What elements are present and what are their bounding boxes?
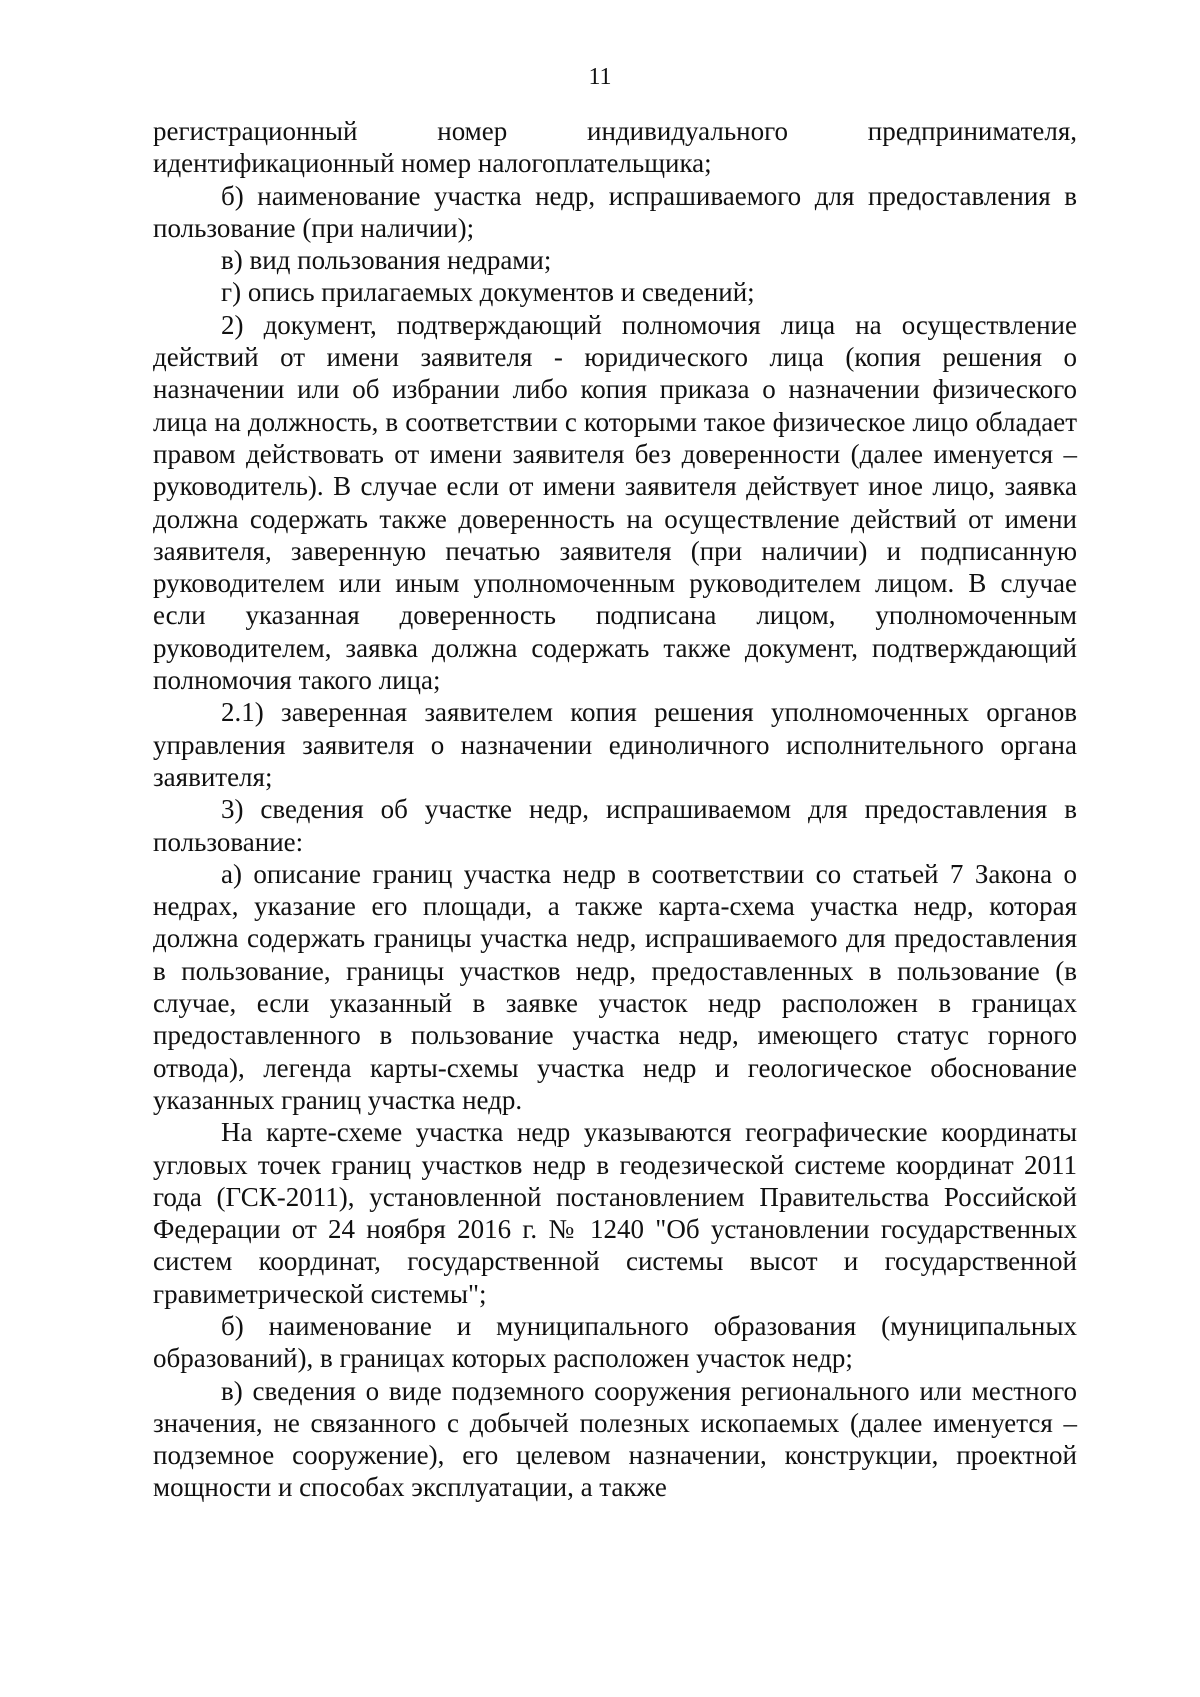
- paragraph-item-2-1: 2.1) заверенная заявителем копия решения уполномоченных органов управления заявителя о назначении единоличного исполнительного органа заявителя;: [153, 697, 1077, 792]
- paragraph-item-3: 3) сведения об участке недр, испрашиваемом для предоставления в пользование:: [153, 794, 1077, 857]
- paragraph-continuation: регистрационный номер индивидуального предпринимателя, идентификационный номер налогоплательщика;: [153, 116, 1077, 179]
- paragraph-item-v: в) вид пользования недрами;: [221, 245, 552, 276]
- paragraph-item-g: г) опись прилагаемых документов и сведений;: [221, 277, 755, 308]
- paragraph-item-3-a: а) описание границ участка недр в соответствии со статьей 7 Закона о недрах, указание его площади, а также карта-схема участка недр, которая должна содержать границы участка недр, испрашиваемого для предоставления в пользование, границы участков недр, предоставленных в пользование (в случае, если указанный в заявке участок недр расположен в границах предоставленного в пользование участка недр, имеющего статус горного отвода), легенда карты-схемы участка недр и геологическое обоснование указанных границ участка недр.: [153, 858, 1077, 1115]
- paragraph-item-3-b: б) наименование и муниципального образования (муниципальных образований), в границах которых расположен участок недр;: [153, 1310, 1077, 1374]
- document-body: [153, 115, 1077, 1504]
- paragraph-item-2: 2) документ, подтверждающий полномочия лица на осуществление действий от имени заявителя - юридического лица (копия решения о назначении или об избрании либо копия приказа о назначении физического лица на должность, в соответствии с которыми такое физическое лицо обладает правом действовать от имени заявителя без доверенности (далее именуется – руководитель). В случае если от имени заявителя действует иное лицо, заявка должна содержать также доверенность на осуществление действий от имени заявителя, заверенную печатью заявителя (при наличии) и подписанную руководителем или иным уполномоченным руководителем лицом. В случае если указанная доверенность подписана лицом, уполномоченным руководителем, заявка должна содержать также документ, подтверждающий полномочия такого лица;: [153, 309, 1077, 696]
- page-number: 11: [588, 64, 612, 90]
- paragraph-item-b: б) наименование участка недр, испрашиваемого для предоставления в пользование (при наличии);: [153, 180, 1077, 243]
- paragraph-item-3-v: в) сведения о виде подземного сооружения регионального или местного значения, не связанного с добычей полезных ископаемых (далее именуется – подземное сооружение), его целевом назначении, конструкции, проектной мощности и способах эксплуатации, а также: [153, 1375, 1077, 1503]
- paragraph-map-coordinates: На карте-схеме участка недр указываются географические координаты угловых точек границ участков недр в геодезической системе координат 2011 года (ГСК-2011), установленной постановлением Правительства Российской Федерации от 24 ноября 2016 г. № 1240 "Об установлении государственных систем координат, государственной системы высот и государственной гравиметрической системы";: [153, 1117, 1077, 1309]
